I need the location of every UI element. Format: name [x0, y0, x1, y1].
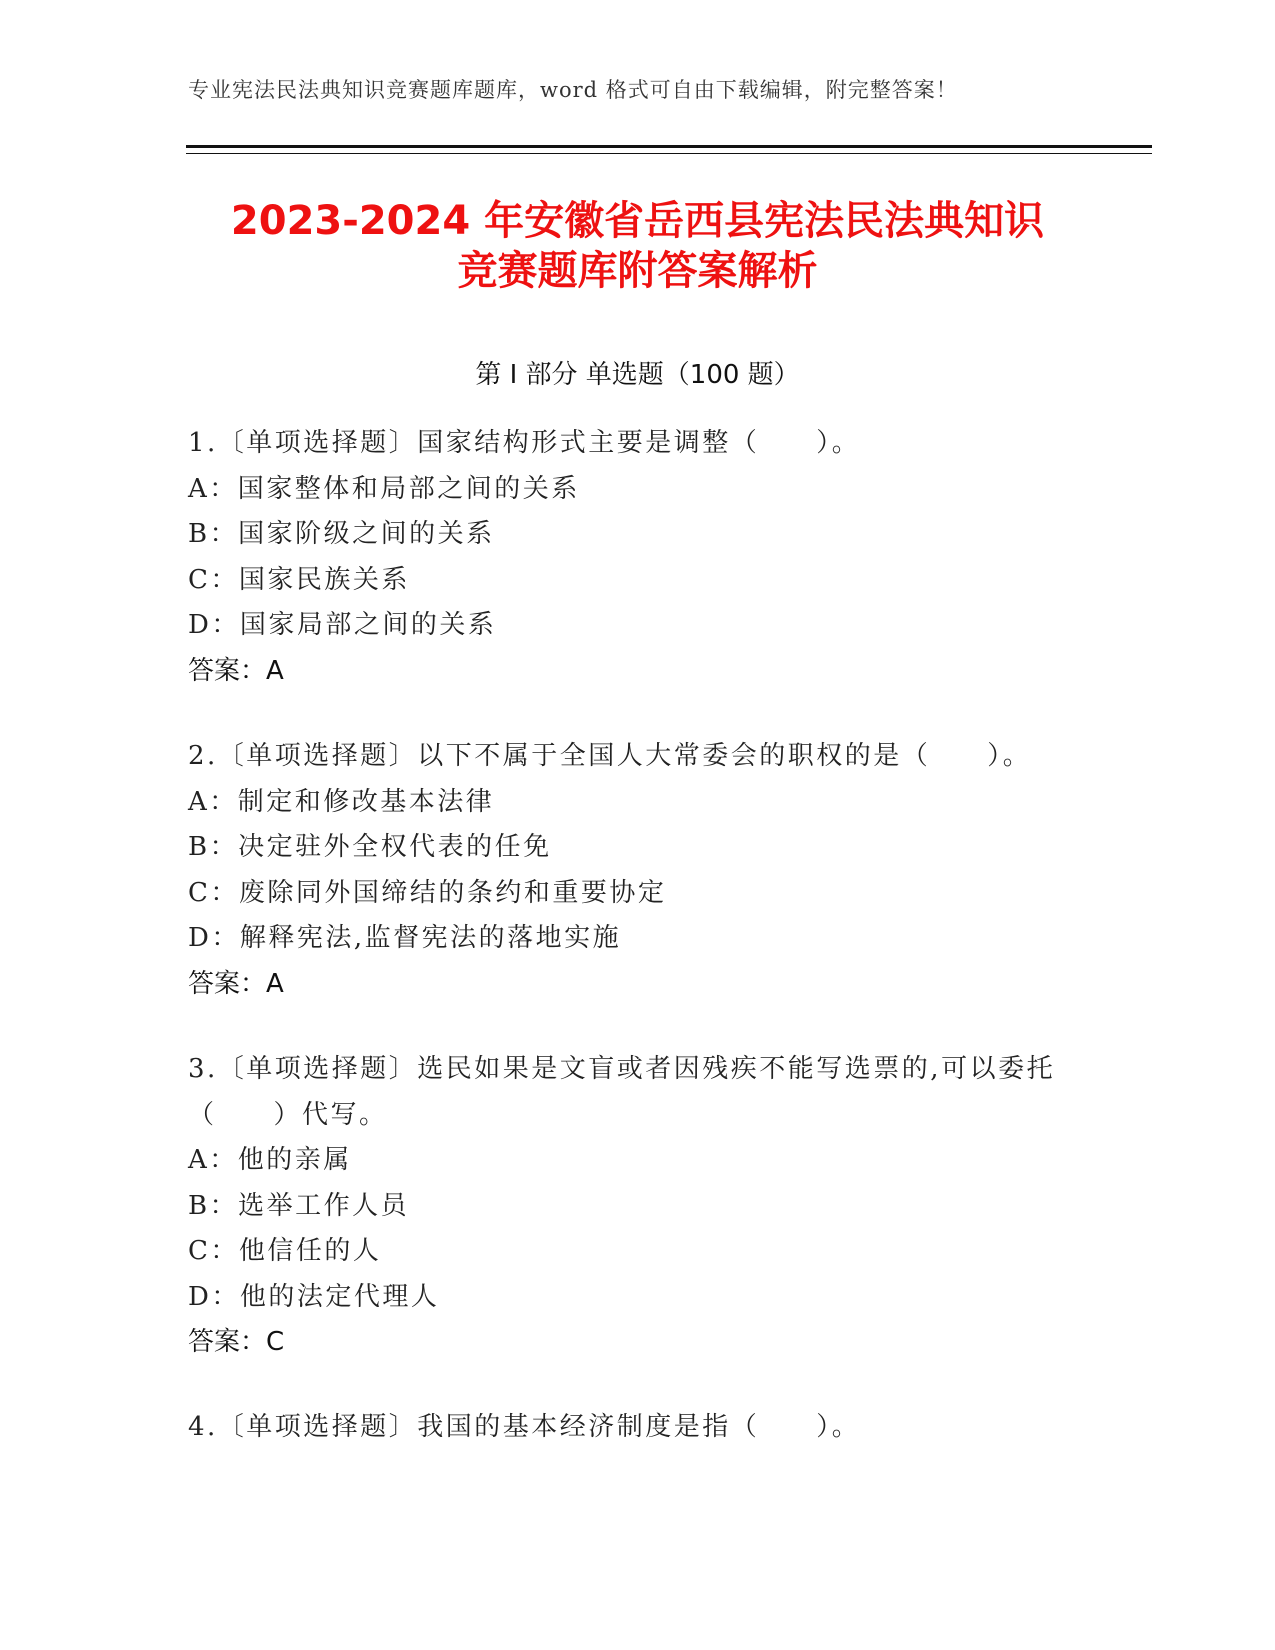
question-3-option-b: B：选举工作人员 [188, 1190, 410, 1221]
question-2-option-a: A：制定和修改基本法律 [188, 786, 495, 817]
question-1-answer: 答案：A [188, 655, 284, 686]
title-line-2: 竞赛题库附答案解析 [457, 248, 818, 294]
document-title [100, 196, 1175, 296]
question-3-option-d: D：他的法定代理人 [188, 1281, 440, 1312]
header-rule-thick [186, 145, 1152, 148]
question-4 [188, 1405, 1088, 1451]
question-1 [188, 421, 1088, 694]
question-3-stem-line-1: 3.〔单项选择题〕选民如果是文盲或者因残疾不能写选票的,可以委托 [188, 1054, 1056, 1084]
question-1-stem: 1.〔单项选择题〕国家结构形式主要是调整（ ）。 [188, 428, 861, 458]
question-2-option-c: C：废除同外国缔结的条约和重要协定 [188, 877, 667, 908]
question-1-option-d: D：国家局部之间的关系 [188, 610, 497, 640]
question-1-option-a: A：国家整体和局部之间的关系 [188, 473, 580, 504]
header-rule-thin [186, 153, 1152, 154]
question-1-option-b: B：国家阶级之间的关系 [188, 519, 495, 549]
question-3-option-a: A：他的亲属 [188, 1145, 352, 1175]
question-2-option-d: D：解释宪法,监督宪法的落地实施 [188, 923, 622, 953]
section-heading: 第 I 部分 单选题（100 题） [475, 360, 800, 390]
question-2-answer: 答案：A [188, 968, 284, 999]
question-3-answer: 答案：C [188, 1327, 285, 1357]
question-2 [188, 734, 1088, 1007]
question-1-option-c: C：国家民族关系 [188, 564, 410, 595]
question-2-stem: 2.〔单项选择题〕以下不属于全国人大常委会的职权的是（ ）。 [188, 741, 1032, 771]
question-3-option-c: C：他信任的人 [188, 1236, 382, 1266]
question-2-option-b: B：决定驻外全权代表的任免 [188, 832, 552, 862]
question-4-stem: 4.〔单项选择题〕我国的基本经济制度是指（ ）。 [188, 1412, 861, 1442]
header-note: 专业宪法民法典知识竞赛题库题库，word 格式可自由下载编辑，附完整答案！ [188, 78, 958, 102]
question-3-stem-line-2: （ ）代写。 [188, 1099, 388, 1130]
question-3 [188, 1047, 1088, 1366]
title-line-1: 2023-2024 年安徽省岳西县宪法民法典知识 [230, 198, 1045, 244]
